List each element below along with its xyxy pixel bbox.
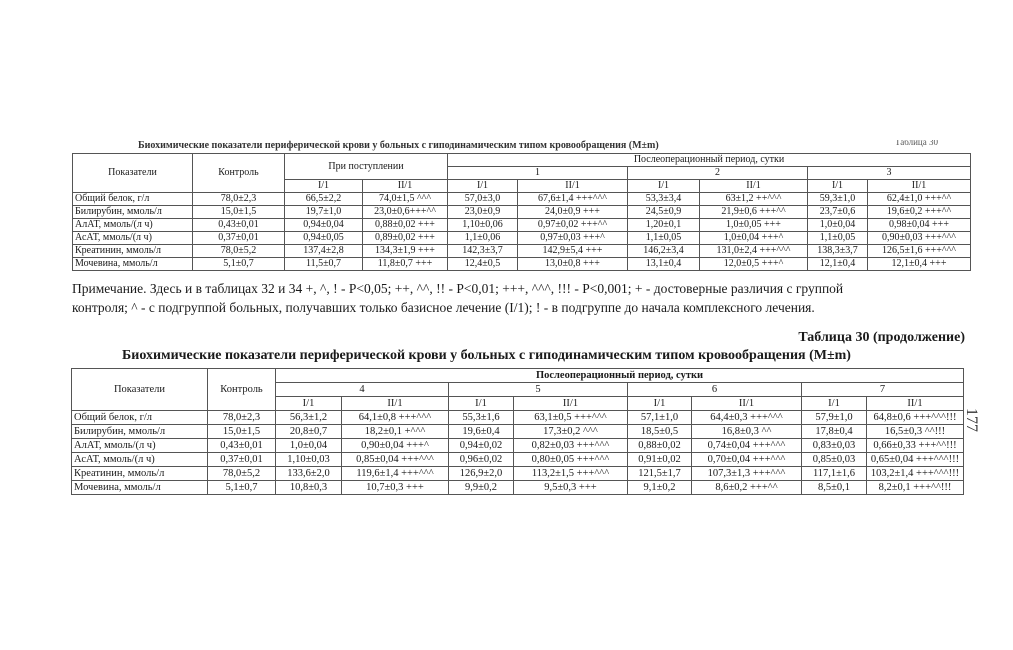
table-cell: 146,2±3,4	[628, 245, 700, 258]
page-number: 177	[963, 408, 980, 432]
table-cell: 0,97±0,03 +++^	[518, 232, 628, 245]
table-cell: 13,0±0,8 +++	[518, 258, 628, 271]
table2-header-group: II/1	[867, 397, 964, 411]
row-control-value: 78,0±2,3	[193, 193, 285, 206]
table-cell: 10,8±0,3	[276, 481, 342, 495]
table-cell: 121,5±1,7	[628, 467, 692, 481]
table2-header-group: I/1	[449, 397, 514, 411]
table-cell: 133,6±2,0	[276, 467, 342, 481]
table-row	[73, 245, 971, 258]
table1-header-indicator: Показатели	[73, 154, 193, 193]
table-row	[73, 193, 971, 206]
table-cell: 1,0±0,04	[276, 439, 342, 453]
table-cell: 21,9±0,6 +++^^	[700, 206, 808, 219]
table-cell: 1,0±0,04	[808, 219, 868, 232]
table2-header-day: 6	[628, 383, 802, 397]
row-indicator: АсАТ, ммоль/(л ч)	[72, 453, 208, 467]
table1-header-group: II/1	[868, 180, 971, 193]
table-cell: 13,1±0,4	[628, 258, 700, 271]
table-cell: 18,5±0,5	[628, 425, 692, 439]
table-cell: 23,0±0,9	[448, 206, 518, 219]
table-cell: 63,1±0,5 +++^^^	[514, 411, 628, 425]
table-cell: 10,7±0,3 +++	[342, 481, 449, 495]
row-indicator: Общий белок, г/л	[72, 411, 208, 425]
table1	[72, 153, 971, 271]
table2-header-group: I/1	[628, 397, 692, 411]
table-cell: 12,0±0,5 +++^	[700, 258, 808, 271]
table-cell: 1,1±0,05	[808, 232, 868, 245]
table-cell: 142,9±5,4 +++	[518, 245, 628, 258]
table2-header-group: II/1	[342, 397, 449, 411]
table-cell: 126,9±2,0	[449, 467, 514, 481]
table-cell: 0,88±0,02	[628, 439, 692, 453]
row-control-value: 0,43±0,01	[193, 219, 285, 232]
table-row	[73, 206, 971, 219]
table-cell: 142,3±3,7	[448, 245, 518, 258]
table2-header-day: 5	[449, 383, 628, 397]
note-line: Примечание. Здесь и в таблицах 32 и 34 +, ^, ! - P<0,05; ++, ^^, !! - P<0,01; +++, ^^^, !!! - P<0,001; + - достоверные различия с группой	[72, 281, 844, 296]
table-cell: 8,5±0,1	[802, 481, 867, 495]
table1-header-group: I/1	[628, 180, 700, 193]
table2	[71, 368, 964, 495]
table-cell: 134,3±1,9 +++	[363, 245, 448, 258]
table-cell: 11,5±0,7	[285, 258, 363, 271]
table1-number: Таблица 30	[895, 140, 938, 147]
table-cell: 0,89±0,02 +++	[363, 232, 448, 245]
table-cell: 0,83±0,03	[802, 439, 867, 453]
row-control-value: 78,0±2,3	[208, 411, 276, 425]
table-cell: 74,0±1,5 ^^^	[363, 193, 448, 206]
table-cell: 62,4±1,0 +++^^	[868, 193, 971, 206]
row-indicator: АлАТ, ммоль/(л ч)	[73, 219, 193, 232]
table-cell: 57,1±1,0	[628, 411, 692, 425]
table-cell: 137,4±2,8	[285, 245, 363, 258]
table-cell: 0,98±0,04 +++	[868, 219, 971, 232]
table-row	[72, 425, 964, 439]
table-cell: 18,2±0,1 +^^^	[342, 425, 449, 439]
table-cell: 56,3±1,2	[276, 411, 342, 425]
table-row	[73, 232, 971, 245]
table-cell: 12,1±0,4 +++	[868, 258, 971, 271]
table2-continuation: Таблица 30 (продолжение)	[798, 330, 965, 345]
row-indicator: Общий белок, г/л	[73, 193, 193, 206]
table1-header-group: II/1	[363, 180, 448, 193]
table-cell: 12,4±0,5	[448, 258, 518, 271]
table-cell: 64,4±0,3 +++^^^	[692, 411, 802, 425]
table1-header-group: I/1	[285, 180, 363, 193]
table2-header-group: I/1	[802, 397, 867, 411]
table1-caption	[138, 140, 968, 151]
table-cell: 0,88±0,02 +++	[363, 219, 448, 232]
row-indicator: Билирубин, ммоль/л	[72, 425, 208, 439]
table-cell: 0,91±0,02	[628, 453, 692, 467]
table-cell: 0,82±0,03 +++^^^	[514, 439, 628, 453]
table-cell: 11,8±0,7 +++	[363, 258, 448, 271]
row-indicator: АсАТ, ммоль/(л ч)	[73, 232, 193, 245]
table1-header-day: 3	[808, 167, 971, 180]
table2-header-group: II/1	[692, 397, 802, 411]
table2-header-group: II/1	[514, 397, 628, 411]
table1-header-group: I/1	[808, 180, 868, 193]
table-cell: 0,70±0,04 +++^^^	[692, 453, 802, 467]
row-control-value: 78,0±5,2	[193, 245, 285, 258]
row-control-value: 15,0±1,5	[208, 425, 276, 439]
row-control-value: 0,37±0,01	[193, 232, 285, 245]
row-control-value: 15,0±1,5	[193, 206, 285, 219]
table-cell: 17,3±0,2 ^^^	[514, 425, 628, 439]
row-indicator: Мочевина, ммоль/л	[72, 481, 208, 495]
row-control-value: 5,1±0,7	[193, 258, 285, 271]
table-cell: 24,0±0,9 +++	[518, 206, 628, 219]
table-cell: 1,20±0,1	[628, 219, 700, 232]
table2-header-day: 7	[802, 383, 964, 397]
table-cell: 1,1±0,06	[448, 232, 518, 245]
table-row	[73, 219, 971, 232]
table-cell: 1,10±0,03	[276, 453, 342, 467]
table2-title: Биохимические показатели периферической крови у больных с гиподинамическим типом кровообращения (М±m)	[122, 348, 851, 363]
table-cell: 17,8±0,4	[802, 425, 867, 439]
table2-header-day: 4	[276, 383, 449, 397]
table-cell: 0,66±0,33 +++^^!!!	[867, 439, 964, 453]
table-cell: 53,3±3,4	[628, 193, 700, 206]
table-cell: 0,74±0,04 +++^^^	[692, 439, 802, 453]
table-cell: 1,0±0,04 +++^	[700, 232, 808, 245]
table2-header-group: I/1	[276, 397, 342, 411]
table-note	[72, 279, 972, 317]
table-cell: 0,85±0,04 +++^^^	[342, 453, 449, 467]
table1-header-day: 2	[628, 167, 808, 180]
table-cell: 12,1±0,4	[808, 258, 868, 271]
row-indicator: Билирубин, ммоль/л	[73, 206, 193, 219]
table-cell: 0,80±0,05 +++^^^	[514, 453, 628, 467]
table-cell: 119,6±1,4 +++^^^	[342, 467, 449, 481]
row-indicator: АлАТ, ммоль/(л ч)	[72, 439, 208, 453]
table-row	[72, 467, 964, 481]
table-cell: 64,8±0,6 +++^^^!!!	[867, 411, 964, 425]
table-cell: 103,2±1,4 +++^^^!!!	[867, 467, 964, 481]
table-cell: 0,96±0,02	[449, 453, 514, 467]
table-cell: 67,6±1,4 +++^^^	[518, 193, 628, 206]
table2-header-control: Контроль	[208, 369, 276, 411]
table-cell: 131,0±2,4 +++^^^	[700, 245, 808, 258]
table-cell: 0,90±0,03 +++^^^	[868, 232, 971, 245]
table-cell: 138,3±3,7	[808, 245, 868, 258]
table-cell: 0,90±0,04 +++^	[342, 439, 449, 453]
table-cell: 16,5±0,3 ^^!!!	[867, 425, 964, 439]
table1-header-group: I/1	[448, 180, 518, 193]
table-cell: 19,6±0,2 +++^^	[868, 206, 971, 219]
table-cell: 9,5±0,3 +++	[514, 481, 628, 495]
row-control-value: 5,1±0,7	[208, 481, 276, 495]
table-cell: 9,1±0,2	[628, 481, 692, 495]
table-cell: 0,65±0,04 +++^^^!!!	[867, 453, 964, 467]
row-indicator: Креатинин, ммоль/л	[73, 245, 193, 258]
row-control-value: 0,43±0,01	[208, 439, 276, 453]
table1-header-admission: При поступлении	[285, 154, 448, 180]
table-cell: 0,94±0,02	[449, 439, 514, 453]
table-cell: 23,7±0,6	[808, 206, 868, 219]
table-cell: 107,3±1,3 +++^^^	[692, 467, 802, 481]
table-cell: 20,8±0,7	[276, 425, 342, 439]
table-cell: 0,97±0,02 +++^^	[518, 219, 628, 232]
table1-header-day: 1	[448, 167, 628, 180]
table-row	[72, 411, 964, 425]
table-row	[72, 453, 964, 467]
table-cell: 63±1,2 ++^^^	[700, 193, 808, 206]
table-cell: 9,9±0,2	[449, 481, 514, 495]
table-cell: 1,1±0,05	[628, 232, 700, 245]
table-cell: 19,7±1,0	[285, 206, 363, 219]
note-line: контроля; ^ - с подгруппой больных, получавших только базисное лечение (I/1); ! - в подгруппе до начала комплексного лечения.	[72, 300, 815, 315]
table-cell: 57,0±3,0	[448, 193, 518, 206]
table-row	[72, 439, 964, 453]
row-control-value: 0,37±0,01	[208, 453, 276, 467]
table-cell: 66,5±2,2	[285, 193, 363, 206]
table-cell: 55,3±1,6	[449, 411, 514, 425]
table-cell: 8,6±0,2 +++^^	[692, 481, 802, 495]
table-cell: 126,5±1,6 +++^^^	[868, 245, 971, 258]
table2-header-indicator: Показатели	[72, 369, 208, 411]
table1-header-control: Контроль	[193, 154, 285, 193]
table2-header-postop: Послеоперационный период, сутки	[276, 369, 964, 383]
table-row	[72, 481, 964, 495]
table1-header-group: II/1	[700, 180, 808, 193]
table-cell: 117,1±1,6	[802, 467, 867, 481]
row-control-value: 78,0±5,2	[208, 467, 276, 481]
table-cell: 0,85±0,03	[802, 453, 867, 467]
table-cell: 19,6±0,4	[449, 425, 514, 439]
table-cell: 1,0±0,05 +++	[700, 219, 808, 232]
table-cell: 24,5±0,9	[628, 206, 700, 219]
table-cell: 8,2±0,1 +++^^!!!	[867, 481, 964, 495]
table-cell: 1,10±0,06	[448, 219, 518, 232]
table-cell: 23,0±0,6+++^^	[363, 206, 448, 219]
row-indicator: Креатинин, ммоль/л	[72, 467, 208, 481]
table1-header-postop: Послеоперационный период, сутки	[448, 154, 971, 167]
table-cell: 64,1±0,8 +++^^^	[342, 411, 449, 425]
table1-title: Биохимические показатели периферической крови у больных с гиподинамическим типом кровообращения (М±m)	[138, 140, 659, 151]
table1-header-group: II/1	[518, 180, 628, 193]
table-row	[73, 258, 971, 271]
table-cell: 0,94±0,05	[285, 232, 363, 245]
row-indicator: Мочевина, ммоль/л	[73, 258, 193, 271]
table-cell: 57,9±1,0	[802, 411, 867, 425]
table-cell: 16,8±0,3 ^^	[692, 425, 802, 439]
table-cell: 113,2±1,5 +++^^^	[514, 467, 628, 481]
table-cell: 59,3±1,0	[808, 193, 868, 206]
table-cell: 0,94±0,04	[285, 219, 363, 232]
